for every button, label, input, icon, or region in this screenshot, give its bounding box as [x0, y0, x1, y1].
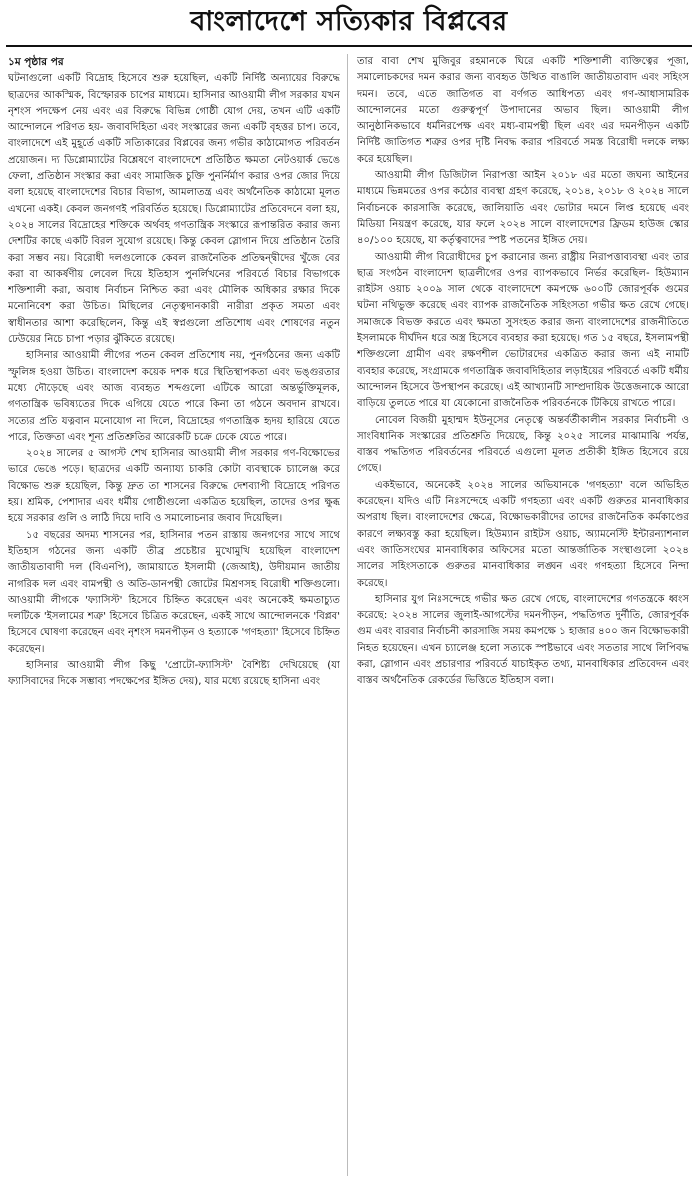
continued-from-label: ১ম পৃষ্ঠার পর	[8, 56, 64, 68]
paragraph: ১৫ বছরের অদম্য শাসনের পর, হাসিনার পতন রাস্তায় জনগণের সাথে সাথে ইতিহাস গঠনের জন্য একটি তীব্র প্রচেষ্টার মুখোমুখি হয়েছিল বাংলাদেশ জাতীয়তাবাদী দল (বিএনপি), জামায়াতে ইসলামী (জেআই), উদীয়মান জাতীয় নাগরিক দল এবং বামপন্থী ও অতি-ডানপন্থী জোটের মিশ্রণসহ বিরোধী শক্তিগুলো। আওয়ামী লীগকে 'ফ্যাসিস্ট' হিসেবে চিহ্নিত করেছেন এবং অনেকেই ক্ষমতাচ্যুত দলটিকে 'ইসলামের শত্রু' হিসেবে চিত্রিত করেছেন, একই সাথে আন্দোলনকে 'বিপ্লব' হিসেবে ঘোষণা করেছেন এবং নৃশংস দমনপীড়ন ও হত্যাকে 'গণহত্যা' হিসেবে চিহ্নিত করেছেন।	[8, 529, 340, 655]
paragraph: ২০২৪ সালের ৫ আগস্ট শেখ হাসিনার আওয়ামী লীগ সরকার গণ-বিক্ষোভের ভারে ভেঙে পড়ে। ছাত্রদের একটি অন্যায্য চাকরি কোটা ব্যবস্থাকে চ্যালেঞ্জ করে বিক্ষোভ শুরু হয়েছিল, কিন্তু দ্রুত তা শাসনের বিরুদ্ধে দেশব্যাপী বিদ্রোহে পরিণত হয়। শ্রমিক, পেশাদার এবং ধর্মীয় গোষ্ঠীগুলো একত্রিত হয়েছিল, তাদের ওপর ক্ষুব্ধ হয়ে সরকার গুলি ও লাঠি দিয়ে দাবি ও সমালোচনার জবাব দিয়েছিল।	[8, 448, 340, 525]
paragraph: আওয়ামী লীগ বিরোধীদের চুপ করানোর জন্য রাষ্ট্রীয় নিরাপত্তাব্যবস্থা এবং তার ছাত্র সংগঠন বাংলাদেশ ছাত্রলীগের ওপর ব্যাপকভাবে নির্ভর করেছিল- হিউম্যান রাইটস ওয়াচ ২০০৯ সাল থেকে বাংলাদেশে কমপক্ষে ৬০০টি জোরপূর্বক গুমের ঘটনা নথিভুক্ত করেছে এবং ব্যাপক রাজনৈতিক সহিংসতা গভীর ক্ষত রেখে গেছে। সমাজকে বিভক্ত করতে এবং ক্ষমতা সুসংহত করার জন্য বাংলাদেশের রাজনীতিতে ইসলামকে দীর্ঘদিন ধরে অস্ত্র হিসেবে ব্যবহার করা হয়েছে। গত ১৫ বছরে, ইসলামপন্থী শক্তিগুলো গ্রামীণ এবং রক্ষণশীল ভোটারদের একত্রিত করার জন্য এই নামটি ব্যবহার করেছে, সংগ্রামকে গণতান্ত্রিক জবাবদিহিতার লড়াইয়ের পরিবর্তে একটি ধর্মীয় আন্দোলন হিসেবে উপস্থাপন করেছে। এই আখ্যানটি সাম্প্রদায়িক উত্তেজনাকে আরো বাড়িয়ে তুলতে পারে যা যেকোনো রাজনৈতিক পরিবর্তনকে টিকিয়ে রাখতে পারে।	[357, 251, 689, 410]
column-divider	[347, 54, 348, 1176]
headline-rule	[6, 45, 692, 47]
paragraph: তার বাবা শেখ মুজিবুর রহমানকে ঘিরে একটি শক্তিশালী ব্যক্তিত্বের পূজা, সমালোচকদের দমন করার জন্য ব্যবহৃত উত্থিত বাঙালি জাতীয়তাবাদ এবং সহিংস দমন। তবে, এতে জাতিগত বা বর্ণগত আধিপত্য এবং গণ-আধাসামরিক আন্দোলনের মতো গুরুত্বপূর্ণ উপাদানের অভাব ছিল। আওয়ামী লীগ আনুষ্ঠানিকভাবে ধর্মনিরপেক্ষ এবং মধ্য-বামপন্থী ছিল এবং এর দমনপীড়ন একটি নির্দিষ্ট জাতিগত শত্রুর ওপর দৃষ্টি নিবদ্ধ করার পরিবর্তে সমস্ত বিরোধী দলকে লক্ষ্য করে হয়েছিল।	[357, 56, 689, 165]
paragraph: একইভাবে, অনেকেই ২০২৪ সালের অভিযানকে 'গণহত্যা' বলে অভিহিত করেছেন। যদিও এটি নিঃসন্দেহে একটি গণহত্যা এবং একটি গুরুতর মানবাধিকার অপরাধ ছিল। বাংলাদেশের ক্ষেত্রে, বিক্ষোভকারীদের তাদের রাজনৈতিক কর্মকাণ্ডের কারণে লক্ষ্যবস্তু করা হয়েছিল। হিউম্যান রাইটস ওয়াচ, অ্যামনেস্টি ইন্টারন্যাশনাল এবং জাতিসংঘের মানবাধিকার অফিসের মতো আন্তর্জাতিক সংস্থাগুলো ২০২৪ সালের সহিংসতাকে গুরুতর মানবাধিকার লঙ্ঘন এবং গণহত্যা হিসেবে নিন্দা করেছে।	[357, 479, 689, 589]
left-column	[8, 54, 340, 1176]
right-column	[357, 54, 689, 1176]
paragraph: হাসিনার আওয়ামী লীগ কিছু 'প্রোটো-ফ্যাসিস্ট' বৈশিষ্ট্য দেখিয়েছে (যা ফ্যাসিবাদের দিকে সম্ভাব্য পদক্ষেপের ইঙ্গিত দেয়), যার মধ্যে রয়েছে হাসিনা এবং	[8, 659, 340, 688]
paragraph: নোবেল বিজয়ী মুহাম্মদ ইউনূসের নেতৃত্বে অন্তর্বর্তীকালীন সরকার নির্বাচনী ও সাংবিধানিক সংস্কারের প্রতিশ্রুতি দিয়েছে, কিন্তু ২০২৫ সালের মাঝামাঝি পর্যন্ত, বাস্তব পদ্ধতিগত পরিবর্তনের পরিবর্তে এগুলো মূলত প্রতীকী ইঙ্গিত হিসেবে রয়ে গেছে।	[357, 414, 689, 475]
paragraph: হাসিনার আওয়ামী লীগের পতন কেবল প্রতিশোধ নয়, পুনর্গঠনের জন্য একটি স্ফুলিঙ্গ হওয়া উচিত। বাংলাদেশ কয়েক দশক ধরে স্থিতিস্থাপকতা এবং ভঙ্গুরতার মধ্যে দৌড়েছে এবং আজ ব্যবহৃত শব্দগুলো এটিকে আরো অন্তর্ভুক্তিমূলক, গণতান্ত্রিক ভবিষ্যতের দিকে এগিয়ে যেতে পারে কিনা তা গঠনে অবদান রাখবে। সত্যের প্রতি যত্নবান মনোযোগ না দিলে, বিদ্রোহের গণতান্ত্রিক হৃদয় হারিয়ে যেতে পারে, তিক্ততা এবং শূন্য প্রতিশ্রুতির আরেকটি চক্রে ঢেকে যেতে পারে।	[8, 350, 340, 443]
paragraph: আওয়ামী লীগ ডিজিটাল নিরাপত্তা আইন ২০১৮ এর মতো জঘন্য আইনের মাধ্যমে ভিন্নমতের ওপর কঠোর ব্যবস্থা গ্রহণ করেছে, ২০১৪, ২০১৮ ও ২০২৪ সালে নির্বাচনকে কারসাজি করেছে, জালিয়াতি এবং ভোটার দমনে লিপ্ত হয়েছে এবং মিডিয়া নিয়ন্ত্রণ করেছে, যার ফলে ২০২৪ সালে বাংলাদেশের ফ্রিডম হাউজ স্কোর ৪০/১০০ হয়েছে, যা কর্তৃত্ববাদের স্পষ্ট পতনের ইঙ্গিত দেয়।	[357, 170, 689, 247]
paragraph: ঘটনাগুলো একটি বিদ্রোহ হিসেবে শুরু হয়েছিল, একটি নির্দিষ্ট অন্যায়ের বিরুদ্ধে ছাত্রদের আকস্মিক, বিস্ফোরক চাপের মাধ্যমে। হাসিনার আওয়ামী লীগ সরকার যখন নৃশংস পদক্ষেপ নেয় এবং এর বিরুদ্ধে বিভিন্ন গোষ্ঠী যোগ দেয়, তখন এটি একটি আন্দোলনে পরিণত হয়- জবাবদিহিতা এবং সংস্কারের জন্য একটি বৃহত্তর চাপ। তবে, বাংলাদেশে এই মুহূর্তে একটি সত্যিকারের বিপ্লবের জন্য গভীর কাঠামোগত পরিবর্তন প্রয়োজন। দ্য ডিপ্লোম্যাটের বিশ্লেষণে বাংলাদেশে প্রতিষ্ঠিত ক্ষমতা নেটওয়ার্ক ভেঙে ফেলা, প্রতিষ্ঠান সংস্কার করা এবং সামাজিক চুক্তি পুনর্নির্মাণ করার ওপর জোর দিয়ে বলা হয়েছে বাংলাদেশের বিচার বিভাগ, আমলাতন্ত্র এবং অর্থনৈতিক কাঠামো মূলত এখনো একই। কেবল জনগণই পরিবর্তিত হয়েছে। ডিপ্লোম্যাটের প্রতিবেদনে বলা হয়, ২০২৪ সালের বিদ্রোহের শক্তিকে অর্থবহ গণতান্ত্রিক সংস্কারে রূপান্তরিত করার জন্য দেশটির কাছে একটি বিরল সুযোগ রয়েছে। কিন্তু কেবল স্লোগান দিয়ে প্রতিষ্ঠান তৈরি করা সম্ভব নয়। বিরোধী দলগুলোকে কেবল রাজনৈতিক প্রতিদ্বন্দ্বীদের খুঁজে বের করা বা আকর্ষণীয় লেবেল দিয়ে ইতিহাস পুনর্লিখনের পরিবর্তে বিচার বিভাগকে শক্তিশালী করা, অবাধ নির্বাচন নিশ্চিত করা এবং মৌলিক অধিকার রক্ষার দিকে মনোনিবেশ করা উচিত। মিছিলের নেতৃত্বদানকারী নারীরা প্রকৃত সমতা এবং স্বাধীনতার আশা করেছিলেন, কিন্তু এই স্বপ্নগুলো প্রতিশোধ এবং শোষণের নতুন ঢেউয়ের নিচে চাপা পড়ার ঝুঁকিতে রয়েছে।	[8, 73, 340, 346]
article-headline: বাংলাদেশে সত্যিকার বিপ্লবের	[190, 6, 508, 37]
paragraph: হাসিনার যুগ নিঃসন্দেহে গভীর ক্ষত রেখে গেছে, বাংলাদেশের গণতন্ত্রকে ধ্বংস করেছে: ২০২৪ সালের জুলাই-আগস্টের দমনপীড়ন, পদ্ধতিগত দুর্নীতি, জোরপূর্বক গুম এবং বারবার নির্বাচনী কারসাজি সময় কমপক্ষে ১ হাজার ৪০০ জন বিক্ষোভকারী নিহত হয়েছেন। এখন চ্যালেঞ্জ হলো সত্যকে স্পষ্টভাবে এবং সততার সাথে লিপিবদ্ধ করা, স্লোগান এবং প্রচারণার পরিবর্তে যাচাইকৃত তথ্য, মানবাধিকার প্রতিবেদন এবং বাস্তব অর্থনৈতিক রেকর্ডের ভিত্তিতে ইতিহাস বলা।	[357, 593, 689, 687]
